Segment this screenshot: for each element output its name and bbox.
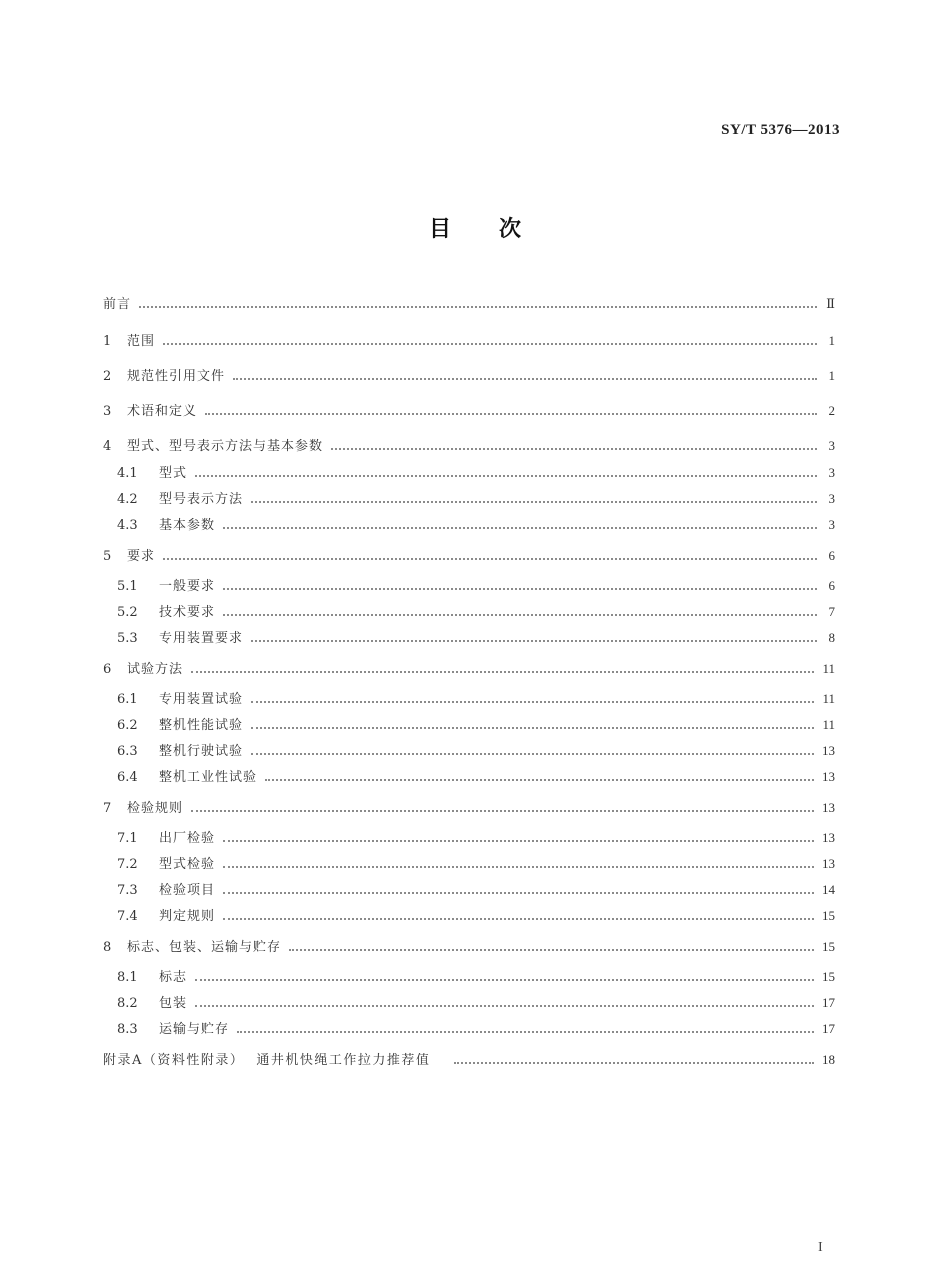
toc-entry-number: 6.4: [117, 770, 138, 785]
toc-entry-page: 13: [822, 856, 835, 871]
toc-entry-label: 检验项目: [159, 883, 216, 898]
toc-entry-page: 13: [822, 830, 835, 845]
annex-label: 通井机快绳工作拉力推荐值: [256, 1053, 431, 1068]
toc-entry-page: 17: [822, 1021, 835, 1036]
toc-entry-label: 整机行驶试验: [159, 744, 244, 759]
toc-entry-6-3[interactable]: [103, 743, 835, 760]
toc-entry-number: 4: [103, 439, 112, 454]
toc-entry-label: 专用装置试验: [159, 692, 244, 707]
dot-leader: [195, 475, 817, 477]
toc-entry-label: 规范性引用文件: [127, 369, 226, 384]
toc-entry-number: 5.2: [117, 605, 138, 620]
toc-entry-page: 3: [828, 491, 835, 506]
dot-leader: [223, 866, 814, 868]
toc-entry-page: 6: [828, 548, 835, 563]
dot-leader: [237, 1031, 814, 1033]
dot-leader: [223, 892, 814, 894]
toc-entry-page: 11: [822, 661, 835, 676]
dot-leader: [223, 527, 817, 529]
dot-leader: [191, 810, 814, 812]
table-of-contents: [103, 296, 835, 1069]
toc-entry-number: 6.2: [117, 718, 138, 733]
toc-entry-5-1[interactable]: [103, 578, 835, 595]
toc-entry-page: 15: [822, 939, 835, 954]
toc-entry-7-2[interactable]: [103, 856, 835, 873]
toc-entry-page: Ⅱ: [826, 296, 835, 311]
dot-leader: [223, 918, 814, 920]
toc-entry-label: 出厂检验: [159, 831, 216, 846]
toc-entry-number: 6.1: [117, 692, 138, 707]
annex-prefix: 附录A（资料性附录）: [103, 1053, 245, 1068]
toc-entry-number: 6: [103, 662, 112, 677]
toc-entry-number: 7.4: [117, 909, 138, 924]
dot-leader: [195, 979, 814, 981]
page-number: I: [818, 1240, 823, 1255]
toc-entry-label: 运输与贮存: [159, 1022, 230, 1037]
dot-leader: [163, 343, 817, 345]
toc-entry-number: 4.1: [117, 466, 138, 481]
toc-entry-number: 5.1: [117, 579, 138, 594]
dot-leader: [139, 306, 817, 308]
toc-entry-4-3[interactable]: [103, 517, 835, 534]
toc-entry-label: 要求: [127, 549, 156, 564]
toc-entry-number: 7.3: [117, 883, 138, 898]
toc-entry-5-3[interactable]: [103, 630, 835, 647]
toc-entry-4-2[interactable]: [103, 491, 835, 508]
toc-entry-8-3[interactable]: [103, 1021, 835, 1038]
toc-entry-number: 6.3: [117, 744, 138, 759]
toc-entry-page: 11: [822, 717, 835, 732]
toc-entry-number: 1: [103, 334, 112, 349]
toc-entry-label: 检验规则: [127, 801, 184, 816]
toc-entry-label: 范围: [127, 334, 156, 349]
toc-entry-label: 技术要求: [159, 605, 216, 620]
toc-entry-label: 包装: [159, 996, 188, 1011]
toc-entry-number: 8: [103, 940, 112, 955]
toc-entry-label: 型式、型号表示方法与基本参数: [127, 439, 324, 454]
toc-entry-page: 15: [822, 908, 835, 923]
toc-entry-label: 判定规则: [159, 909, 216, 924]
toc-entry-page: 13: [822, 800, 835, 815]
toc-entry-3[interactable]: [103, 403, 835, 420]
toc-entry-number: 3: [103, 404, 112, 419]
toc-entry-number: 5.3: [117, 631, 138, 646]
toc-entry-label: 术语和定义: [127, 404, 198, 419]
toc-entry-6-1[interactable]: [103, 691, 835, 708]
page-title: 目次: [428, 217, 569, 242]
dot-leader: [265, 779, 814, 781]
dot-leader: [223, 840, 814, 842]
toc-entry-1[interactable]: [103, 333, 835, 350]
toc-entry-label: 标志、包装、运输与贮存: [127, 940, 282, 955]
toc-entry-label: 基本参数: [159, 518, 216, 533]
toc-entry-page: 3: [828, 465, 835, 480]
toc-entry-number: 7: [103, 801, 112, 816]
toc-entry-annex-a[interactable]: [103, 1052, 835, 1069]
toc-entry-7-4[interactable]: [103, 908, 835, 925]
dot-leader: [233, 378, 817, 380]
toc-entry-page: 14: [822, 882, 835, 897]
dot-leader: [223, 588, 817, 590]
toc-entry-page: 18: [822, 1052, 835, 1067]
toc-entry-6-2[interactable]: [103, 717, 835, 734]
toc-entry-number: 7.2: [117, 857, 138, 872]
toc-entry-4[interactable]: [103, 438, 835, 455]
toc-entry-7-3[interactable]: [103, 882, 835, 899]
toc-entry-6[interactable]: [103, 661, 835, 678]
toc-entry-8[interactable]: [103, 939, 835, 956]
toc-entry-page: 6: [828, 578, 835, 593]
toc-entry-number: 2: [103, 369, 112, 384]
toc-entry-6-4[interactable]: [103, 769, 835, 786]
toc-entry-page: 3: [828, 517, 835, 532]
toc-entry-label: 试验方法: [127, 662, 184, 677]
dot-leader: [251, 753, 814, 755]
toc-entry-5-2[interactable]: [103, 604, 835, 621]
dot-leader: [331, 448, 817, 450]
toc-entry-page: 3: [828, 438, 835, 453]
standard-code: SY/T 5376—2013: [721, 122, 840, 138]
toc-entry-number: 4.2: [117, 492, 138, 507]
toc-entry-page: 1: [828, 333, 835, 348]
dot-leader: [251, 701, 814, 703]
toc-entry-2[interactable]: [103, 368, 835, 385]
toc-entry-7-1[interactable]: [103, 830, 835, 847]
toc-entry-label: 标志: [159, 970, 188, 985]
dot-leader: [251, 727, 814, 729]
toc-entry-page: 8: [828, 630, 835, 645]
dot-leader: [251, 501, 817, 503]
toc-entry-number: 8.3: [117, 1022, 138, 1037]
toc-entry-label: 前言: [103, 297, 132, 312]
toc-entry-8-2[interactable]: [103, 995, 835, 1012]
toc-entry-7[interactable]: [103, 800, 835, 817]
toc-entry-label: 整机性能试验: [159, 718, 244, 733]
dot-leader: [191, 671, 814, 673]
toc-entry-foreword[interactable]: [103, 296, 835, 313]
toc-entry-page: 15: [822, 969, 835, 984]
toc-entry-label: 整机工业性试验: [159, 770, 258, 785]
toc-entry-page: 1: [828, 368, 835, 383]
toc-entry-label: 型式检验: [159, 857, 216, 872]
toc-entry-8-1[interactable]: [103, 969, 835, 986]
toc-entry-number: 5: [103, 549, 112, 564]
dot-leader: [251, 640, 817, 642]
dot-leader: [195, 1005, 814, 1007]
toc-entry-label: 型式: [159, 466, 188, 481]
toc-entry-page: 11: [822, 691, 835, 706]
toc-entry-page: 13: [822, 769, 835, 784]
toc-entry-number: 4.3: [117, 518, 138, 533]
toc-entry-label: 一般要求: [159, 579, 216, 594]
toc-entry-5[interactable]: [103, 548, 835, 565]
toc-entry-page: 2: [828, 403, 835, 418]
toc-entry-number: 7.1: [117, 831, 138, 846]
toc-entry-4-1[interactable]: [103, 465, 835, 482]
toc-entry-number: 8.2: [117, 996, 138, 1011]
dot-leader: [223, 614, 817, 616]
toc-entry-label: 型号表示方法: [159, 492, 244, 507]
dot-leader: [205, 413, 817, 415]
toc-entry-number: 8.1: [117, 970, 138, 985]
dot-leader: [163, 558, 817, 560]
toc-entry-page: 7: [828, 604, 835, 619]
dot-leader: [454, 1062, 814, 1064]
toc-entry-label: 专用装置要求: [159, 631, 244, 646]
toc-entry-page: 17: [822, 995, 835, 1010]
dot-leader: [289, 949, 814, 951]
toc-entry-page: 13: [822, 743, 835, 758]
